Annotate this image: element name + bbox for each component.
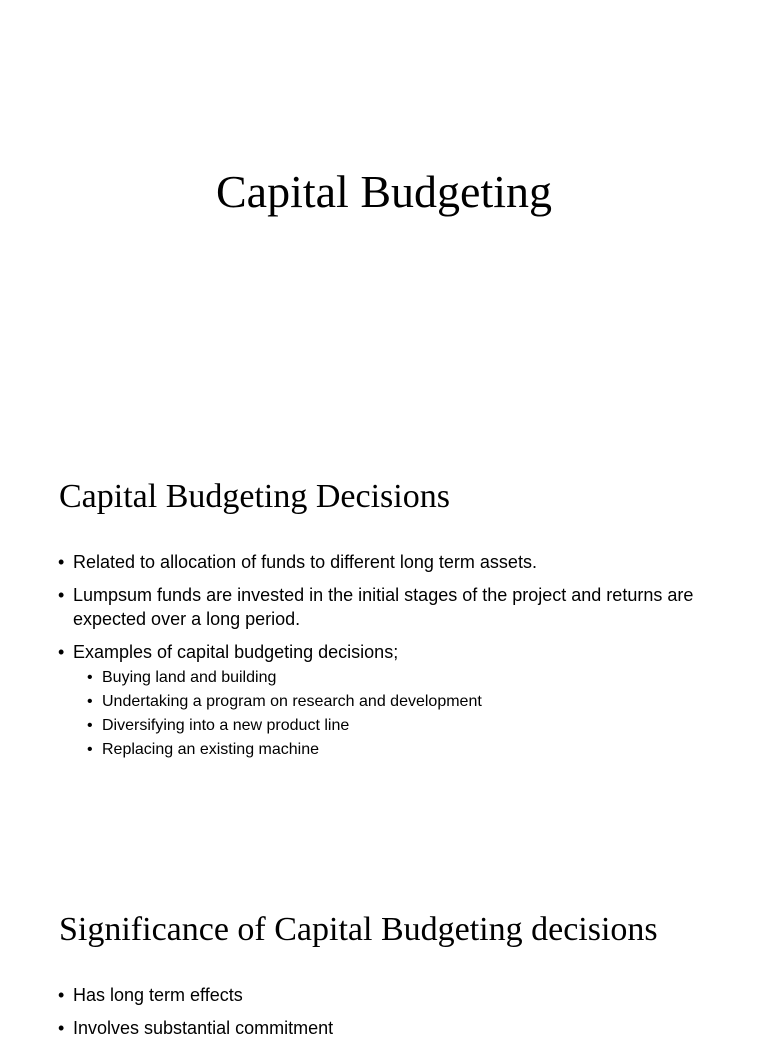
bullet-marker: • [58,585,65,605]
sub-bullet-item [73,666,698,690]
bullet-marker: • [58,552,65,572]
bullet-marker: • [87,693,93,710]
bullet-marker: • [58,1018,65,1038]
bullet-text: Involves substantial commitment [73,1018,334,1038]
bullet-marker: • [87,669,93,686]
sub-bullet-text: Replacing an existing machine [102,741,320,758]
bullet-text: Related to allocation of funds to different long term assets. [73,552,537,572]
sub-bullet-list [73,666,698,762]
bullet-item [58,983,698,1007]
sub-bullet-item [73,738,698,762]
bullet-marker: • [58,642,65,662]
bullet-item [58,550,698,574]
slide-significance [0,864,768,1038]
slide-title-text: Capital Budgeting [215,166,552,217]
sub-bullet-text: Undertaking a program on research and development [102,693,482,710]
bullet-item [58,1016,698,1040]
bullet-text: Has long term effects [73,985,243,1005]
slide-title [0,0,768,432]
sub-bullet-item [73,690,698,714]
bullet-marker: • [87,741,93,758]
slide-heading: Capital Budgeting Decisions [59,478,450,515]
sub-bullet-text: Buying land and building [102,669,277,686]
bullet-text: Lumpsum funds are invested in the initial stages of the project and returns are expected over a long period. [73,585,694,629]
bullet-item [58,583,698,631]
bullet-marker: • [87,717,93,734]
bullet-marker: • [58,985,65,1005]
slide-heading: Significance of Capital Budgeting decisions [59,911,658,948]
sub-bullet-item [73,714,698,738]
sub-bullet-text: Diversifying into a new product line [102,717,350,734]
bullet-list [58,983,698,1049]
bullet-text: Examples of capital budgeting decisions; [73,642,399,662]
slide-capital-budgeting-decisions [0,432,768,864]
bullet-list [58,550,698,771]
bullet-item [58,640,698,762]
